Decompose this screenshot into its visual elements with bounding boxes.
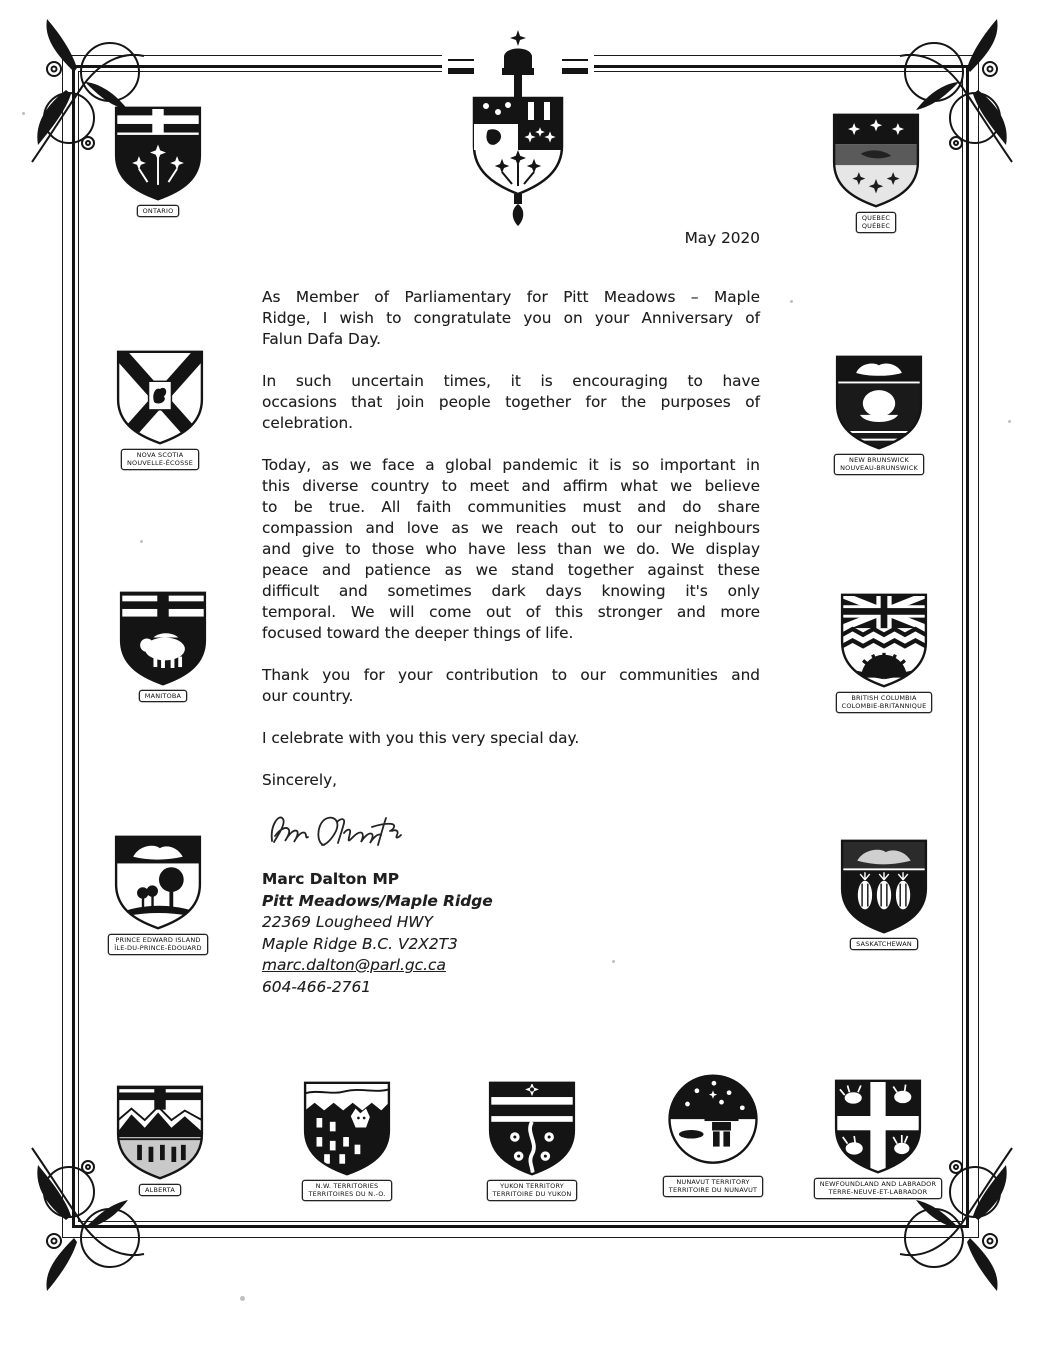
paragraph — [262, 665, 760, 707]
letter-line: difficult and sometimes dark days knowing it's only — [262, 582, 760, 600]
crest-label-line: BRITISH COLUMBIA — [851, 694, 917, 702]
crest-label-manitoba — [139, 690, 187, 702]
crest-label-quebec — [856, 212, 896, 233]
letter-line: Today, as we face a global pandemic it is so important in — [262, 456, 760, 474]
crest-newfoundland — [813, 1076, 943, 1199]
crest-label-line: QUEBEC — [861, 214, 891, 222]
crest-label-line: TERRITOIRE DU NUNAVUT — [668, 1186, 758, 1195]
letter-line: to be true. All faith communities must and do share — [262, 498, 760, 516]
crest-label-line: ALBERTA — [145, 1186, 175, 1194]
crest-label-line: NEWFOUNDLAND AND LABRADOR — [819, 1180, 937, 1188]
letter-closing: Sincerely, — [262, 771, 338, 789]
crest-label-line: TERRITOIRES DU N.-O. — [308, 1190, 386, 1199]
crest-label-line: YUKON TERRITORY — [500, 1182, 564, 1190]
letter-paragraphs — [262, 287, 760, 749]
handwritten-signature — [262, 797, 760, 861]
letter-line: As Member of Parliamentary for Pitt Meadows – Maple — [262, 288, 760, 306]
crest-new-brunswick — [814, 352, 944, 475]
crest-label-line: NOUVEAU-BRUNSWICK — [840, 464, 918, 473]
signer-name: Marc Dalton MP — [262, 870, 400, 888]
crest-label-ontario — [137, 205, 180, 217]
signer-address1: 22369 Lougheed HWY — [262, 913, 433, 931]
canada-coat-of-arms — [442, 28, 594, 228]
letter-line: Ridge, I wish to congratulate you on your Anniversary of — [262, 309, 760, 327]
scan-speck — [140, 540, 143, 543]
crest-label-saskatchewan — [850, 938, 918, 950]
crest-label-british-columbia — [836, 692, 933, 713]
paragraph — [262, 728, 760, 749]
crest-alberta — [95, 1082, 225, 1196]
crest-label-line: SASKATCHEWAN — [856, 940, 912, 948]
crest-nwt — [282, 1078, 412, 1201]
crest-saskatchewan — [819, 836, 949, 950]
letter-line: and give to those who have less than we do. We display — [262, 540, 760, 558]
crest-label-newfoundland — [814, 1178, 942, 1199]
letter-line: our country. — [262, 687, 354, 705]
letter-line: temporal. We will come out of this stronger and more — [262, 603, 760, 621]
crest-british-columbia — [819, 590, 949, 713]
paragraph — [262, 371, 760, 434]
crest-pei — [93, 832, 223, 955]
crest-nunavut — [648, 1070, 778, 1197]
signer-riding: Pitt Meadows/Maple Ridge — [262, 891, 493, 910]
letter-line: I celebrate with you this very special day. — [262, 729, 580, 747]
crest-label-line: N.W. TERRITORIES — [315, 1182, 379, 1190]
letter-date: May 2020 — [684, 229, 760, 247]
letter-line: In such uncertain times, it is encouraging to have — [262, 372, 760, 390]
crest-label-line: TERRITOIRE DU YUKON — [492, 1190, 572, 1199]
crest-label-line: TERRE-NEUVE-ET-LABRADOR — [828, 1188, 928, 1197]
crest-ontario — [93, 103, 223, 217]
letter-line: this diverse country to meet and affirm what we believe — [262, 477, 760, 495]
crest-label-line: NEW BRUNSWICK — [849, 456, 909, 464]
scan-speck — [612, 960, 615, 963]
letter-line: celebration. — [262, 414, 354, 432]
crest-label-alberta — [139, 1184, 181, 1196]
letter-line: focused toward the deeper things of life. — [262, 624, 574, 642]
crest-label-pei — [108, 934, 207, 955]
scan-speck — [22, 112, 25, 115]
crest-label-nunavut — [663, 1176, 763, 1197]
crest-manitoba — [98, 588, 228, 702]
crest-label-line: NOUVELLE-ÉCOSSE — [126, 459, 194, 468]
paragraph — [262, 455, 760, 644]
letter-line: peace and patience as we stand together against these — [262, 561, 760, 579]
scan-speck — [790, 300, 793, 303]
letter-line: Thank you for your contribution to our communities and — [262, 666, 760, 684]
paragraph — [262, 287, 760, 350]
crest-label-line: NOVA SCOTIA — [136, 451, 184, 459]
letter-line: occasions that join people together for the purposes of — [262, 393, 760, 411]
crest-yukon — [467, 1078, 597, 1201]
signer-email: marc.dalton@parl.gc.ca — [262, 956, 446, 974]
letter-body — [262, 228, 760, 998]
letter-line: compassion and love as we reach out to our neighbours — [262, 519, 760, 537]
crest-label-new-brunswick — [834, 454, 924, 475]
crest-label-nwt — [302, 1180, 391, 1201]
crest-label-line: COLOMBIE-BRITANNIQUE — [841, 702, 927, 711]
crest-nova-scotia — [95, 347, 225, 470]
crest-label-line: MANITOBA — [144, 692, 182, 700]
crest-label-line: PRINCE EDWARD ISLAND — [115, 936, 201, 944]
crest-label-line: QUÉBEC — [861, 222, 891, 231]
crest-label-line: ÎLE-DU-PRINCE-ÉDOUARD — [114, 944, 202, 953]
crest-quebec — [811, 110, 941, 233]
scan-speck — [1008, 420, 1011, 423]
letter-line: Falun Dafa Day. — [262, 330, 381, 348]
crest-label-line: NUNAVUT TERRITORY — [676, 1178, 750, 1186]
crest-label-nova-scotia — [121, 449, 199, 470]
scan-speck — [240, 1296, 245, 1301]
crest-label-line: ONTARIO — [142, 207, 174, 215]
signer-phone: 604-466-2761 — [262, 977, 372, 996]
signature-block — [262, 869, 760, 998]
crest-label-yukon — [487, 1180, 578, 1201]
signer-address2: Maple Ridge B.C. V2X2T3 — [262, 934, 458, 953]
